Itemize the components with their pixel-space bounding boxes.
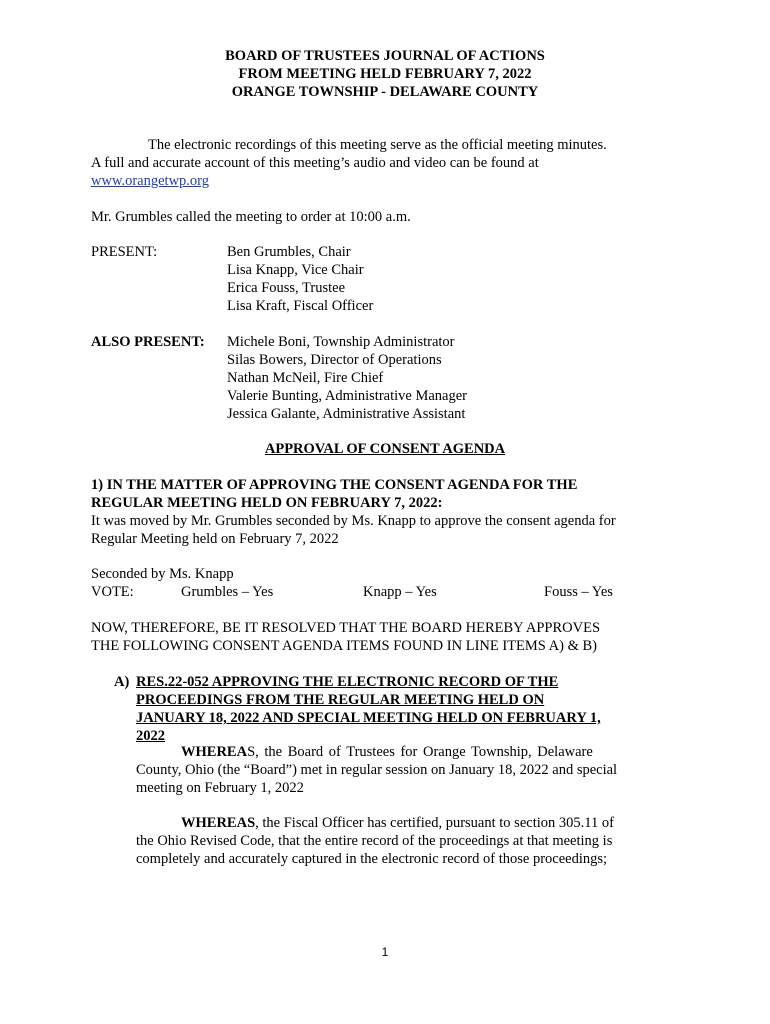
whereas-2-keyword: WHEREAS [181,815,256,831]
section-title: APPROVAL OF CONSENT AGENDA [264,441,506,457]
whereas-1-line-2: County, Ohio (the “Board”) met in regular session on January 18, 2022 and special [136,762,618,778]
whereas-2-line-3: completely and accurately captured in the electronic record of those proceedings; [136,851,608,867]
whereas-2-text: , the Fiscal Officer has certified, pursuant to section 305.11 of [255,815,614,831]
item-a-title-line-3: JANUARY 18, 2022 AND SPECIAL MEETING HELD ON FEBRUARY 1, [136,710,601,726]
header-line-1: BOARD OF TRUSTEES JOURNAL OF ACTIONS [225,48,545,64]
whereas-1-text: S, the Board of Trustees for Orange Township, Delaware [247,744,593,760]
intro-line-2: A full and accurate account of this meeting’s audio and video can be found at [91,155,539,171]
seconded-by: Seconded by Ms. Knapp [91,566,234,582]
also-present-member: Jessica Galante, Administrative Assistant [227,406,466,422]
vote-fouss: Fouss – Yes [544,584,613,600]
item1-motion-line-1: It was moved by Mr. Grumbles seconded by Ms. Knapp to approve the consent agenda for [91,513,616,529]
website-link[interactable]: www.orangetwp.org [91,173,209,189]
resolved-line-1: NOW, THEREFORE, BE IT RESOLVED THAT THE BOARD HEREBY APPROVES [91,620,601,636]
header-line-3: ORANGE TOWNSHIP - DELAWARE COUNTY [231,84,539,100]
item-a-marker: A) [114,674,130,690]
resolved-line-2: THE FOLLOWING CONSENT AGENDA ITEMS FOUND IN LINE ITEMS A) & B) [91,638,597,654]
whereas-2-line-2: the Ohio Revised Code, that the entire record of the proceedings at that meeting is [136,833,613,849]
item1-heading-line-2: REGULAR MEETING HELD ON FEBRUARY 7, 2022: [91,495,443,511]
vote-knapp: Knapp – Yes [363,584,437,600]
also-present-member: Michele Boni, Township Administrator [227,334,455,350]
call-to-order: Mr. Grumbles called the meeting to order at 10:00 a.m. [91,209,411,225]
header-line-2: FROM MEETING HELD FEBRUARY 7, 2022 [238,66,532,82]
whereas-2-line-1 [181,814,614,832]
item-a-title-line-4: 2022 [136,728,165,744]
present-member: Lisa Knapp, Vice Chair [227,262,364,278]
whereas-1-line-3: meeting on February 1, 2022 [136,780,304,796]
present-label: PRESENT: [91,244,158,260]
also-present-member: Nathan McNeil, Fire Chief [227,370,384,386]
vote-label: VOTE: [91,584,134,600]
item-a-title-line-1: RES.22-052 APPROVING THE ELECTRONIC RECORD OF THE [136,674,559,690]
present-member: Ben Grumbles, Chair [227,244,351,260]
whereas-1-keyword: WHEREA [181,744,248,760]
item-a-title-line-2: PROCEEDINGS FROM THE REGULAR MEETING HELD ON [136,692,545,708]
whereas-1-line-1 [181,743,593,761]
item1-heading-line-1: 1) IN THE MATTER OF APPROVING THE CONSENT AGENDA FOR THE [91,477,578,493]
present-member: Lisa Kraft, Fiscal Officer [227,298,374,314]
item1-motion-line-2: Regular Meeting held on February 7, 2022 [91,531,339,547]
also-present-member: Valerie Bunting, Administrative Manager [227,388,468,404]
also-present-member: Silas Bowers, Director of Operations [227,352,442,368]
intro-line-1: The electronic recordings of this meeting serve as the official meeting minutes. [148,137,607,153]
also-present-label: ALSO PRESENT: [91,334,205,350]
present-member: Erica Fouss, Trustee [227,280,346,296]
vote-grumbles: Grumbles – Yes [181,584,274,600]
page-number: 1 [381,945,389,959]
